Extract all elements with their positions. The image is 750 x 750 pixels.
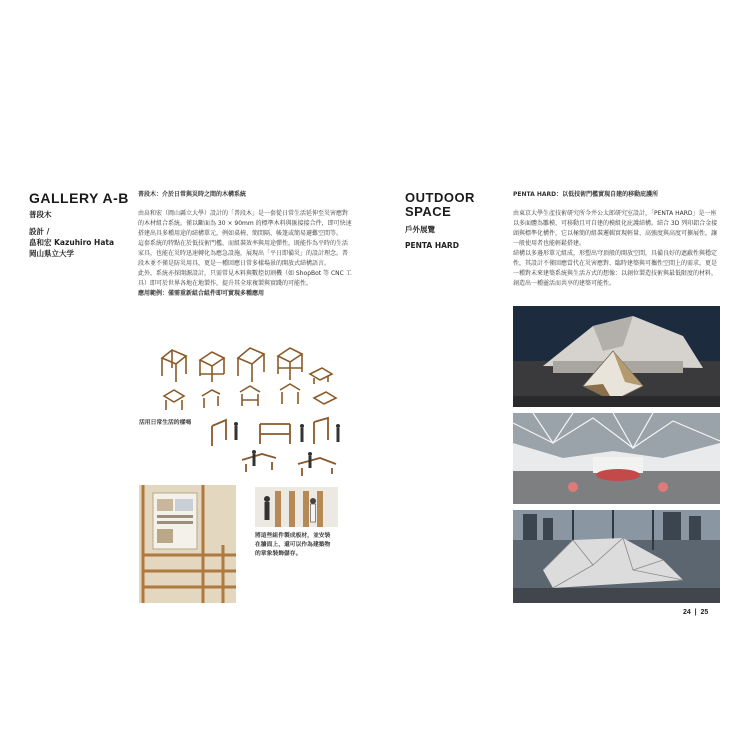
left-article: [138, 190, 353, 299]
right-heading-line2: SPACE: [405, 204, 452, 219]
right-article-title: PENTA HARD：以低技術門檻實現自建的移動庇護所: [513, 191, 659, 198]
wall-storage-photo: [255, 487, 338, 527]
right-heading-line1: OUTDOOR: [405, 190, 475, 205]
left-paragraph-1: 由畠和宏（岡山縣立大學）設計的「普段木」是一套從日常生活延伸至災害應對的木材組合系統。僅以斷面為 30 × 90mm 的標準木料與匯接接合件，即可快速搭建出具多種用途的結構單元，例如桌椅、簡間隔、帳篷或簡易避難空間等。: [138, 210, 352, 237]
right-paragraph-1: 由東京大學生產技術研究所今井公太郎研究室設計，「PENTA HARD」是一座以多面體為雛模、可移動且可自建的模組化庇護結構。結合 3D 列印鋁合金接頭與標準化構件，它以極簡的組裝邏輯實現輕量、高強度與高度可擴展性，讓一般使用者也能輕鬆搭建。: [513, 210, 718, 247]
left-heading: GALLERY A-B: [29, 190, 129, 206]
left-article-title: 普段木：介於日常與災時之間的木構系統: [138, 191, 247, 198]
photo-caption: 將這些組件製成板材，並安裝在牆面上，還可以作為建築物的章象裝飾儲存。: [255, 533, 331, 557]
right-paragraph-2: 結構以多邊形單元組成，形塑出穹頂般的開放空間，具備良好的遮蔽性與穩定性，其設計不僅回應當代在災害應對、臨時建築與可攜性空間上的需求，更是一種對未來建築系統與生活方式的想像：以創位製造技術與最低限度的材料，創造出一種靈活而共享的建築可能性。: [513, 250, 718, 287]
page-numbers: 24 | 25: [683, 609, 709, 616]
frame-units-row2: [164, 384, 336, 410]
daily-use-caption: 活用日常生活的樣嗎: [139, 420, 192, 426]
left-paragraph-2: 這套系統的特點在於低技術門檻，而組裝效率與用途彈性，既能作為平時的生活家具，也能在災時迅速轉化為應急設施，展現出「平日即備災」的設計理念。普段木並不僅是防災用具，更是一種回應日常多樣場景的開放式結構語言。: [138, 240, 349, 267]
frame-units-row1: [162, 348, 332, 384]
diagram-caption: 應用範例：僅需重新組合組件即可實現多種應用: [138, 290, 265, 297]
design-label: 設計 /: [29, 227, 50, 236]
designer-name: 畠和宏 Kazuhiro Hata: [29, 238, 115, 247]
right-subtitle: 戶外展覽: [405, 225, 435, 234]
people-figures: [234, 422, 340, 468]
gallery-photo: [139, 485, 236, 603]
pavilion-plaza-photo: [513, 510, 720, 603]
right-article: [513, 190, 720, 289]
left-paragraph-3: 此外，系統亦採開源設計，只需常見木料與數控切割機（如 ShopBot 等 CNC 工具）即可於世界各地在地製作，提升其全球複製與實踐的可能性。: [138, 270, 352, 287]
designer-school: 岡山県立大学: [29, 249, 74, 258]
pavilion-day-photo: [513, 413, 720, 504]
left-subtitle: 普段木: [29, 210, 52, 219]
project-name: PENTA HARD: [405, 241, 459, 250]
pavilion-night-photo: [513, 306, 720, 407]
furniture-diagram: [150, 340, 350, 480]
daily-use-scenes: [212, 418, 336, 476]
